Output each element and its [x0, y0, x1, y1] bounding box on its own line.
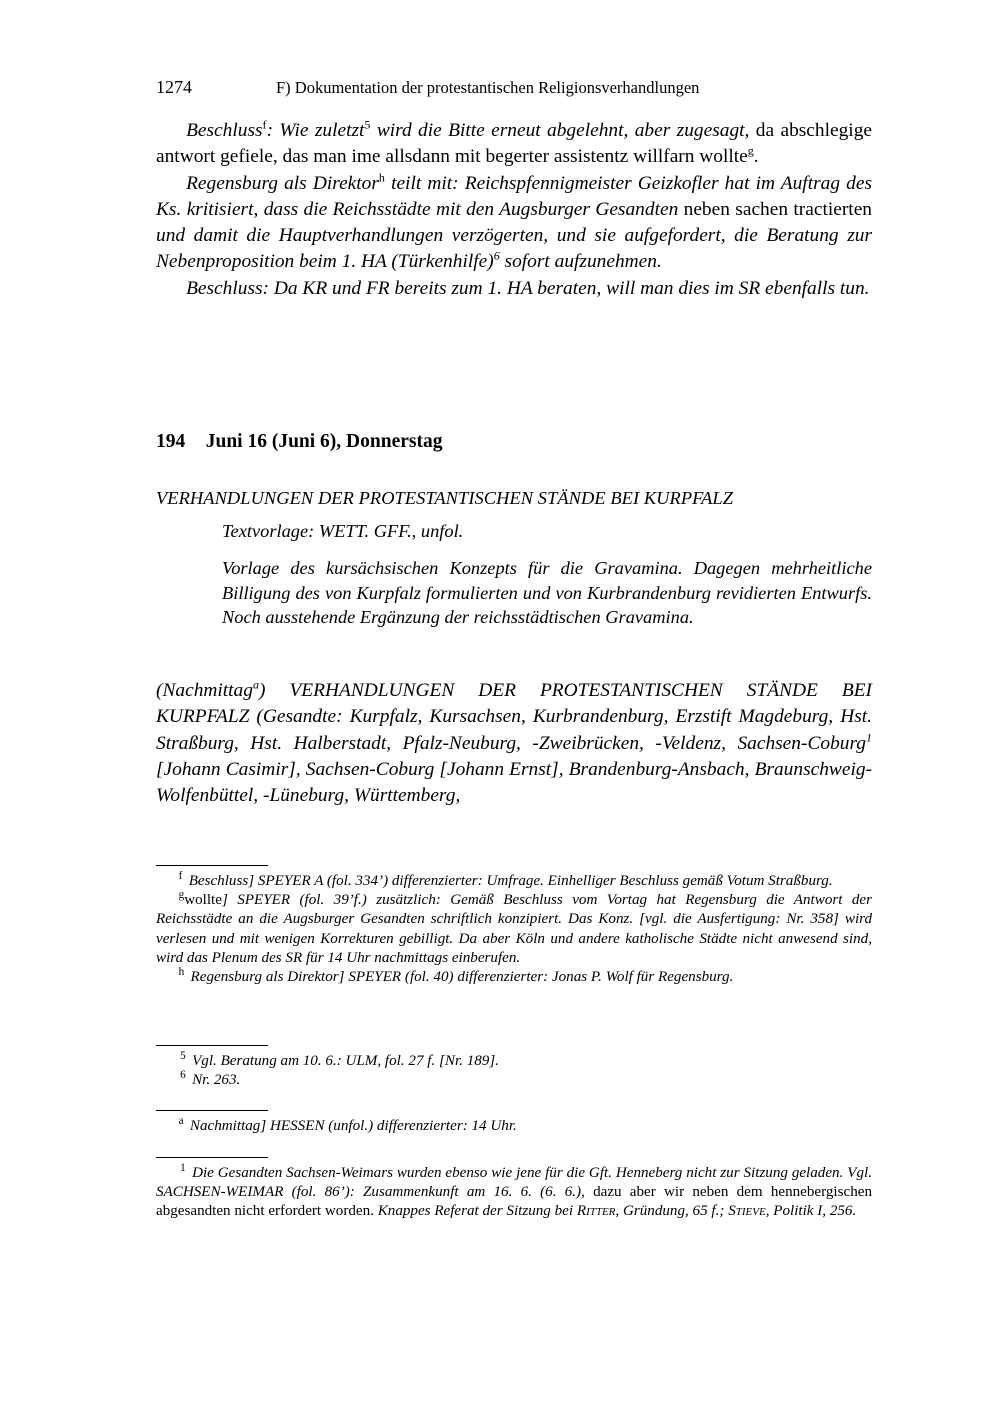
section-number: 194: [156, 431, 186, 452]
apparatus-text-g: SPEYER (fol. 39’f.) zusätzlich: Gemäß Beschluss vom Vortag hat Regensburg die Antwort der Reichsstädte an die Augsburger Gesandten schriftlich konzipiert. Das Konz. [vgl. die Ausfertigung: Nr. 358] wird verlesen und mit wenigen Korrekturen gebilligt. Da aber Köln und andere katholische Städte nicht anwesend sind, wird das Plenum des SR für 14 Uhr nachmittags einberufen.: [156, 892, 872, 966]
kopfregest-source: Textvorlage: WETT. GFF., unfol.: [222, 520, 464, 541]
apparatus-numbered-block: [156, 1045, 872, 1090]
apparatus-variants-block: [156, 865, 872, 987]
apparatus-lemma-a: Nachmittag]: [189, 1118, 267, 1134]
apparatus-note1-rm1: dazu aber wir neben dem hennebergischen abgesandten nicht erfordert worden.: [156, 1184, 872, 1220]
apparatus-note-1: [156, 1164, 872, 1222]
apparatus-text-f: SPEYER A (fol. 334’) differenzierter: Umfrage. Einhelliger Beschluss gemäß Votum Straßburg.: [254, 873, 833, 889]
apparatus-label-h: h: [178, 966, 185, 979]
apparatus-lemma-g-bracket: ]: [221, 892, 228, 909]
apparatus-lemma-h: Regensburg als Direktor]: [190, 969, 345, 986]
apparatus-note-f: [156, 872, 872, 891]
footnote-ref-1[interactable]: 1: [865, 730, 872, 745]
apparatus-label-1: 1: [180, 1162, 186, 1175]
main-text-paragraph: [156, 678, 872, 809]
main-text-lead: (Nachmittag: [156, 680, 253, 701]
apparatus-label-a: a: [178, 1115, 184, 1128]
para2-it1: Regensburg als Direktor: [186, 172, 379, 194]
apparatus-note-5: [156, 1052, 872, 1071]
apparatus-rule-2: [156, 1110, 268, 1111]
apparatus-label-5: 5: [180, 1050, 186, 1063]
para1-roman-rest: da abschlegige antwort gefiele, das man ime allsdann mit begerter assistentz willfarn wollte: [156, 120, 872, 168]
para1-tail: .: [753, 146, 759, 168]
para2-it4: sofort aufzunehmen.: [499, 251, 662, 273]
footnote-ref-f[interactable]: f: [262, 117, 267, 132]
kopfregest-block: [156, 487, 872, 630]
apparatus-numbered-block-2: [156, 1157, 872, 1222]
apparatus-rule-numbered: [156, 1045, 268, 1046]
apparatus-rule-numbered-2: [156, 1157, 268, 1158]
apparatus-note-h: [156, 968, 872, 987]
apparatus-note1-it3: , Gründung, 65 f.;: [615, 1203, 729, 1220]
para2-it3: und damit die Hauptverhandlungen verzögerten, und sie aufgefordert, die Beratung zur Nebenproposition beim 1. HA (Türkenhilfe): [156, 225, 872, 273]
footnote-ref-6[interactable]: 6: [493, 248, 500, 263]
apparatus-text-a: HESSEN (unfol.) differenzierter: 14 Uhr.: [266, 1118, 517, 1134]
footnote-ref-5[interactable]: 5: [364, 117, 371, 132]
apparatus-text-5: Vgl. Beratung am 10. 6.: ULM, fol. 27 f. [Nr. 189].: [192, 1053, 499, 1069]
apparatus-note-6: [156, 1071, 872, 1090]
body-text-block: [156, 118, 872, 302]
main-text-rest2: [Johann Casimir], Sachsen-Coburg [Johann Ernst], Brandenburg-Ansbach, Braunschweig-Wolfenbüttel, -Lüneburg, Württemberg,: [156, 758, 872, 807]
paragraph-beschluss-2: [156, 276, 872, 302]
para1-italic-after: : Wie zuletzt: [266, 120, 365, 141]
main-edited-text: [156, 678, 872, 809]
paragraph-regensburg: [156, 171, 872, 276]
para3-text: Beschluss: Da KR und FR bereits zum 1. HA beraten, will man dies im SR ebenfalls tun.: [186, 277, 870, 299]
section-heading: [156, 430, 872, 453]
para2-it2: teilt mit: Reichspfennigmeister Geizkofler hat im Auftrag des Ks. kritisiert, dass die Reichsstädte mit den Augsburger Gesandten: [156, 172, 872, 220]
apparatus-variants-block-2: [156, 1110, 872, 1136]
page-folio-number: 1274: [156, 77, 192, 97]
apparatus-note1-author-stieve: Stieve: [728, 1203, 766, 1220]
apparatus-label-6: 6: [180, 1069, 186, 1082]
footnote-ref-g[interactable]: g: [747, 143, 754, 158]
apparatus-text-6: Nr. 263.: [192, 1072, 241, 1089]
footnote-ref-a[interactable]: a: [252, 677, 259, 692]
apparatus-note1-author-ritter: Ritter: [576, 1203, 616, 1220]
apparatus-note-g: [156, 891, 872, 968]
paragraph-beschluss-f: [156, 118, 872, 171]
kopfregest-summary: Vorlage des kursächsischen Konzepts für die Gravamina. Dagegen mehrheitliche Billigung des von Kurpfalz formulierten und von Kurbrandenburg revidierten Entwurfs. Noch ausstehende Ergänzung der reichsstädtischen Gravamina.: [222, 557, 872, 628]
apparatus-rule: [156, 865, 268, 866]
apparatus-lemma-f: Beschluss]: [188, 873, 255, 889]
main-text-lead-close: ): [258, 680, 266, 701]
running-head-title: F) Dokumentation der protestantischen Religionsverhandlungen: [276, 78, 700, 97]
apparatus-text-h: SPEYER (fol. 40) differenzierter: Jonas P. Wolf für Regensburg.: [344, 969, 734, 986]
apparatus-label-g: g: [178, 889, 185, 902]
apparatus-label-f: f: [178, 870, 183, 883]
apparatus-note1-it1: Die Gesandten Sachsen-Weimars wurden ebenso wie jene für die Gft. Henneberg nicht zur Sitzung geladen. Vgl. SACHSEN-WEIMAR (fol. 86’): Zusammenkunft am 16. 6. (6. 6.),: [156, 1165, 872, 1201]
section-title: Juni 16 (Juni 6), Donnerstag: [205, 431, 443, 452]
para2-rm1: neben sachen tractierten: [678, 198, 872, 220]
para1-italic-cont: wird die Bitte erneut abgelehnt, aber zugesagt,: [370, 120, 750, 141]
apparatus-note1-it4: , Politik I, 256.: [765, 1203, 857, 1220]
apparatus-lemma-g: wollte: [184, 892, 222, 909]
apparatus-note1-it2: Knappes Referat der Sitzung bei: [373, 1203, 577, 1220]
footnote-ref-h[interactable]: h: [378, 170, 385, 185]
kopfregest-title: VERHANDLUNGEN DER PROTESTANTISCHEN STÄNDE BEI KURPFALZ: [156, 488, 733, 508]
apparatus-note-a: [156, 1117, 872, 1136]
main-text-rest: VERHANDLUNGEN DER PROTESTANTISCHEN STÄNDE BEI KURPFALZ (Gesandte: Kurpfalz, Kursachsen, Kurbrandenburg, Erzstift Magdeburg, Hst. Straßburg, Hst. Halberstadt, Pfalz-Neuburg, -Zweibrücken, -Veldenz, Sachsen-Coburg: [156, 680, 872, 754]
running-head: [156, 78, 872, 97]
para1-lead: Beschluss: [186, 120, 263, 141]
